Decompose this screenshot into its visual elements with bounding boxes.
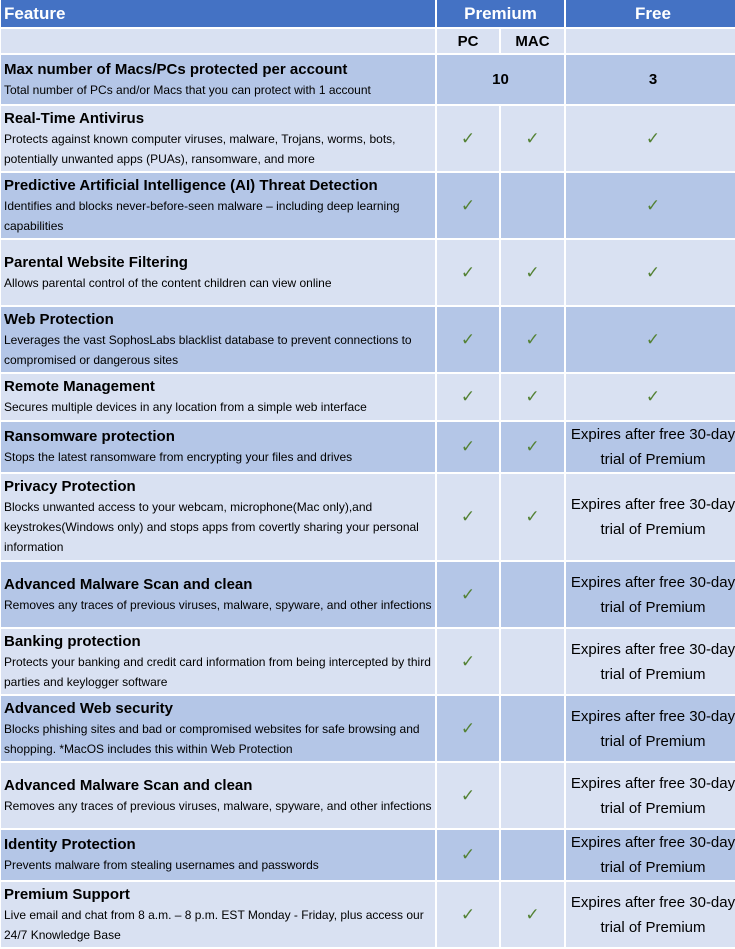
mac-cell: [501, 629, 564, 694]
mac-cell: [501, 173, 564, 238]
feature-cell: [1, 696, 435, 761]
subheader-row: [1, 29, 735, 53]
checkmark-icon: ✓: [460, 195, 476, 215]
premium-column-header: Premium: [437, 0, 564, 27]
feature-title: Predictive Artificial Intelligence (AI) Threat Detection: [4, 176, 378, 194]
checkmark-icon: ✓: [460, 262, 476, 282]
mac-column-header: MAC: [501, 29, 564, 53]
premium-device-count: 10: [492, 70, 509, 88]
pc-cell: [437, 562, 499, 627]
checkmark-icon: ✓: [460, 128, 476, 148]
feature-description: Stops the latest ransomware from encrypting your files and drives: [4, 450, 353, 464]
feature-cell: [1, 422, 435, 472]
free-expiry-note: Expires after free 30-day trial of Premium: [570, 640, 735, 683]
feature-description: Leverages the vast SophosLabs blacklist database to prevent connections to compromised or dangerous sites: [4, 332, 412, 367]
free-cell: [566, 882, 735, 947]
feature-title: Premium Support: [4, 885, 130, 903]
table-row: [1, 173, 735, 238]
feature-title: Banking protection: [4, 632, 141, 650]
free-cell: [566, 173, 735, 238]
checkmark-icon: ✓: [525, 904, 540, 924]
pc-cell: [437, 173, 499, 238]
mac-cell: [501, 374, 564, 420]
checkmark-icon: ✓: [460, 437, 476, 456]
feature-description: Blocks unwanted access to your webcam, microphone(Mac only),and keystrokes(Windows only) and stops apps from covertly sharing your personal information: [4, 500, 419, 554]
free-cell: [566, 374, 735, 420]
subheader-blank: [1, 29, 435, 53]
mac-cell: [501, 422, 564, 472]
feature-title: Remote Management: [4, 378, 155, 395]
mac-cell: [501, 307, 564, 372]
feature-description: Live email and chat from 8 a.m. – 8 p.m. EST Monday - Friday, plus access our 24/7 Knowledge Base: [4, 907, 424, 942]
table-row: [1, 240, 735, 305]
feature-title: Advanced Malware Scan and clean: [4, 776, 253, 794]
pc-column-header: PC: [437, 29, 499, 53]
mac-cell: [501, 474, 564, 560]
free-expiry-note: Expires after free 30-day trial of Premium: [570, 573, 735, 616]
free-expiry-note: Expires after free 30-day trial of Premium: [570, 496, 735, 538]
pc-cell: [437, 830, 499, 880]
free-cell: [566, 55, 735, 104]
free-cell: [566, 474, 735, 560]
pc-cell: [437, 629, 499, 694]
table-row: [1, 882, 735, 947]
checkmark-icon: ✓: [525, 507, 540, 526]
subheader-blank: [566, 29, 735, 53]
mac-cell: [501, 830, 564, 880]
checkmark-icon: ✓: [525, 329, 540, 349]
feature-title: Advanced Web security: [4, 699, 173, 717]
free-expiry-note: Expires after free 30-day trial of Premium: [570, 707, 735, 750]
mac-cell: [501, 696, 564, 761]
feature-title: Identity Protection: [4, 836, 136, 853]
feature-cell: [1, 474, 435, 560]
table-row: [1, 374, 735, 420]
feature-cell: [1, 55, 435, 104]
table-row: [1, 55, 735, 104]
checkmark-icon: ✓: [645, 262, 661, 282]
feature-description: Protects your banking and credit card information from being intercepted by third parties and keylogger software: [4, 654, 431, 689]
free-cell: [566, 629, 735, 694]
feature-title: Advanced Malware Scan and clean: [4, 575, 253, 593]
table-row: [1, 474, 735, 560]
table-row: [1, 106, 735, 171]
free-cell: [566, 307, 735, 372]
feature-title: Privacy Protection: [4, 478, 136, 495]
feature-description: Protects against known computer viruses, malware, Trojans, worms, bots, potentially unwanted apps (PUAs), ransomware, and more: [4, 131, 396, 166]
table-row: [1, 696, 735, 761]
feature-description: Removes any traces of previous viruses, malware, spyware, and other infections: [4, 597, 432, 612]
free-expiry-note: Expires after free 30-day trial of Premium: [570, 834, 735, 876]
free-column-header: Free: [566, 0, 735, 27]
feature-cell: [1, 374, 435, 420]
mac-cell: [501, 763, 564, 828]
checkmark-icon: ✓: [525, 437, 540, 456]
feature-description: Removes any traces of previous viruses, malware, spyware, and other infections: [4, 798, 432, 813]
pc-cell: [437, 374, 499, 420]
checkmark-icon: ✓: [460, 845, 476, 864]
pc-cell: [437, 307, 499, 372]
feature-cell: [1, 830, 435, 880]
feature-cell: [1, 562, 435, 627]
feature-column-header: Feature: [1, 0, 435, 27]
checkmark-icon: ✓: [460, 718, 476, 738]
feature-rows: [1, 55, 735, 947]
free-cell: [566, 240, 735, 305]
pc-cell: [437, 882, 499, 947]
feature-title: Ransomware protection: [4, 428, 175, 445]
checkmark-icon: ✓: [460, 584, 476, 604]
free-cell: [566, 696, 735, 761]
feature-title: Real-Time Antivirus: [4, 109, 145, 127]
feature-title: Parental Website Filtering: [4, 253, 188, 271]
table-row: [1, 562, 735, 627]
pc-cell: [437, 240, 499, 305]
checkmark-icon: ✓: [460, 904, 476, 924]
free-expiry-note: Expires after free 30-day trial of Premium: [570, 893, 735, 936]
feature-cell: [1, 307, 435, 372]
table-row: [1, 763, 735, 828]
feature-cell: [1, 763, 435, 828]
header-row: [1, 0, 735, 27]
mac-cell: [501, 240, 564, 305]
free-cell: [566, 830, 735, 880]
feature-cell: [1, 629, 435, 694]
feature-cell: [1, 882, 435, 947]
feature-cell: [1, 106, 435, 171]
mac-cell: [501, 562, 564, 627]
feature-cell: [1, 240, 435, 305]
pc-cell: [437, 474, 499, 560]
feature-title: Web Protection: [4, 310, 114, 328]
pc-cell: [437, 696, 499, 761]
checkmark-icon: ✓: [460, 651, 476, 671]
free-cell: [566, 106, 735, 171]
table-row: [1, 830, 735, 880]
checkmark-icon: ✓: [645, 387, 661, 406]
feature-description: Prevents malware from stealing usernames and passwords: [4, 858, 319, 872]
free-cell: [566, 562, 735, 627]
table-row: [1, 307, 735, 372]
free-expiry-note: Expires after free 30-day trial of Premium: [570, 774, 735, 817]
free-cell: [566, 422, 735, 472]
checkmark-icon: ✓: [525, 387, 540, 406]
checkmark-icon: ✓: [525, 128, 540, 148]
premium-value-cell: [437, 55, 564, 104]
free-device-count: 3: [648, 70, 658, 88]
mac-cell: [501, 106, 564, 171]
free-expiry-note: Expires after free 30-day trial of Premium: [570, 426, 735, 468]
feature-description: Secures multiple devices in any location from a simple web interface: [4, 400, 367, 414]
table-row: [1, 422, 735, 472]
checkmark-icon: ✓: [645, 195, 661, 215]
checkmark-icon: ✓: [460, 507, 476, 526]
checkmark-icon: ✓: [460, 387, 476, 406]
pc-cell: [437, 422, 499, 472]
mac-cell: [501, 882, 564, 947]
checkmark-icon: ✓: [645, 128, 661, 148]
checkmark-icon: ✓: [645, 329, 661, 349]
feature-description: Identifies and blocks never-before-seen malware – including deep learning capabilities: [4, 198, 400, 233]
feature-title: Max number of Macs/PCs protected per account: [4, 60, 348, 78]
feature-description: Allows parental control of the content children can view online: [4, 275, 332, 290]
checkmark-icon: ✓: [460, 329, 476, 349]
free-cell: [566, 763, 735, 828]
pc-cell: [437, 763, 499, 828]
feature-description: Total number of PCs and/or Macs that you can protect with 1 account: [4, 82, 371, 97]
pc-cell: [437, 106, 499, 171]
checkmark-icon: ✓: [460, 785, 476, 805]
table-row: [1, 629, 735, 694]
checkmark-icon: ✓: [525, 262, 540, 282]
feature-description: Blocks phishing sites and bad or compromised websites for safe browsing and shopping. *MacOS includes this within Web Protection: [4, 721, 420, 756]
feature-cell: [1, 173, 435, 238]
